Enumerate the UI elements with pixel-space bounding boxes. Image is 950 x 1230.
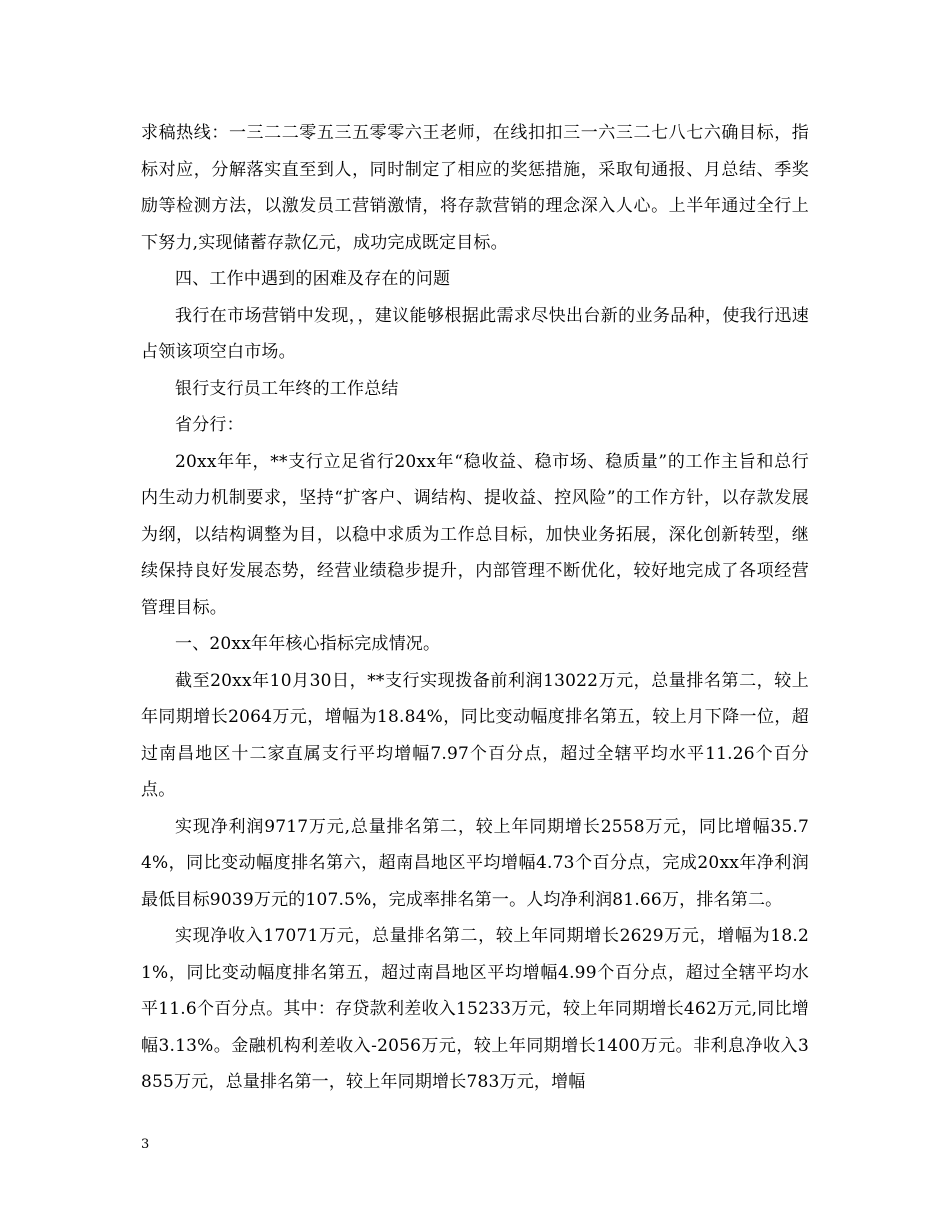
heading-problems: 四、工作中遇到的困难及存在的问题 [175,269,451,289]
document-body [141,115,809,1101]
paragraph-hotline: 求稿热线：一三二二零五三五零零六王老师，在线扣扣三一六三二七八七六确目标，指标对应，分解落实直至到人，同时制定了相应的奖惩措施，采取旬通报、月总结、季奖励等检测方法，以激发员工营销激情，将存款营销的理念深入人心。上半年通过全行上下努力,实现储蓄存款亿元，成功完成既定目标。 [141,123,809,253]
heading-core-indicators: 一、20xx年年核心指标完成情况。 [175,634,441,654]
salutation: 省分行： [175,415,244,435]
page-number: 3 [141,1137,150,1152]
paragraph-net-profit: 实现净利润9717万元,总量排名第二，较上年同期增长2558万元，同比增幅35.74%，同比变动幅度排名第六，超南昌地区平均增幅4.73个百分点，完成20xx年净利润最低目标9039万元的107.5%，完成率排名第一。人均净利润81.66万，排名第二。 [141,816,809,910]
paragraph-net-income: 实现净收入17071万元，总量排名第二，较上年同期增长2629万元，增幅为18.21%，同比变动幅度排名第五，超过南昌地区平均增幅4.99个百分点，超过全辖平均水平11.6个百分点。其中：存贷款利差收入15233万元，较上年同期增长462万元,同比增幅3.13%。金融机构利差收入-2056万元，较上年同期增长1400万元。非利息净收入3855万元，总量排名第一，较上年同期增长783万元，增幅 [141,926,809,1092]
paragraph-market: 我行在市场营销中发现，，建议能够根据此需求尽快出台新的业务品种，使我行迅速占领该项空白市场。 [141,305,809,362]
paragraph-intro: 20xx年年，**支行立足省行20xx年“稳收益、稳市场、稳质量”的工作主旨和总行内生动力机制要求，坚持“扩客户、调结构、提收益、控风险”的工作方针，以存款发展为纲，以结构调整为目，以稳中求质为工作总目标，加快业务拓展，深化创新转型，继续保持良好发展态势，经营业绩稳步提升，内部管理不断优化，较好地完成了各项经营管理目标。 [141,451,809,618]
document-title: 银行支行员工年终的工作总结 [175,378,399,399]
paragraph-profit: 截至20xx年10月30日，**支行实现拨备前利润13022万元，总量排名第二，较上年同期增长2064万元，增幅为18.84%，同比变动幅度排名第五，较上月下降一位，超过南昌地区十二家直属支行平均增幅7.97个百分点，超过全辖平均水平11.26个百分点。 [141,670,809,800]
